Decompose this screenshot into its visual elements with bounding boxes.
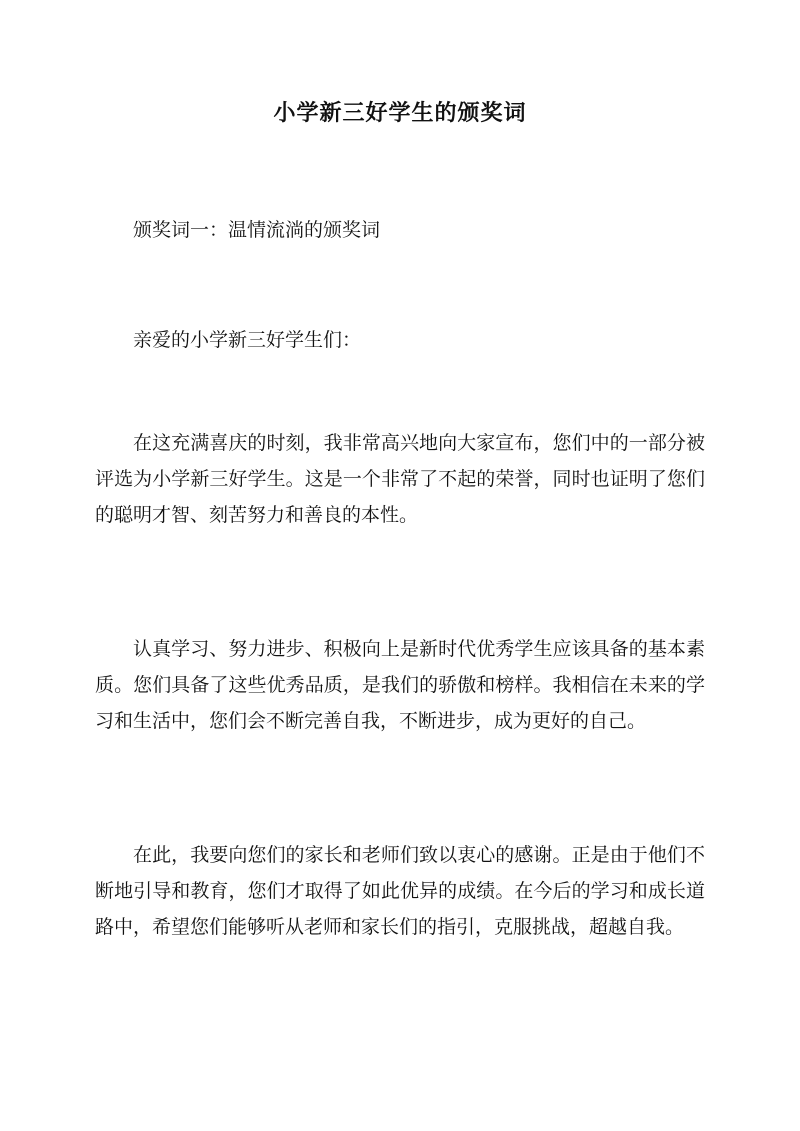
paragraph-announcement: 在这充满喜庆的时刻，我非常高兴地向大家宣布，您们中的一部分被评选为小学新三好学生。这是一个非常了不起的荣誉，同时也证明了您们的聪明才智、刻苦努力和善良的本性。 <box>95 432 705 526</box>
document-title: 小学新三好学生的颁奖词 <box>273 100 527 126</box>
paragraph-thanks: 在此，我要向您们的家长和老师们致以衷心的感谢。正是由于他们不断地引导和教育，您们才取得了如此优异的成绩。在今后的学习和成长道路中，希望您们能够听从老师和家长们的指引，克服挑战，超越自我。 <box>95 844 705 938</box>
section-heading: 颁奖词一：温情流淌的颁奖词 <box>133 219 381 241</box>
paragraph-qualities: 认真学习、努力进步、积极向上是新时代优秀学生应该具备的基本素质。您们具备了这些优秀品质，是我们的骄傲和榜样。我相信在未来的学习和生活中，您们会不断完善自我，不断进步，成为更好的自己。 <box>95 638 705 732</box>
salutation: 亲爱的小学新三好学生们： <box>133 329 362 351</box>
